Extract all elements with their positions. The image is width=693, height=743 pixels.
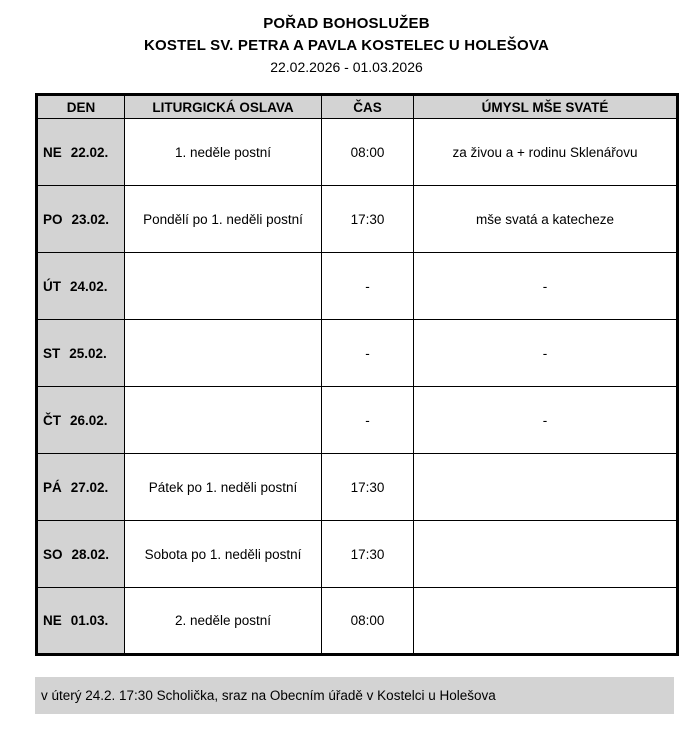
intention-cell: - [414,387,678,454]
day-date: 24.02. [70,278,108,294]
celebration-cell: Pondělí po 1. neděli postní [125,186,322,253]
date-range: 22.02.2026 - 01.03.2026 [270,59,423,75]
time-cell: 17:30 [322,521,414,588]
celebration-cell: 1. neděle postní [125,119,322,186]
time-cell: 17:30 [322,454,414,521]
header-time: ČAS [322,95,414,119]
intention-cell: za živou a + rodinu Sklenářovu [414,119,678,186]
day-abbr: ST [43,345,61,361]
schedule-table [35,93,679,656]
day-abbr: NE [43,613,62,628]
day-cell [37,119,125,186]
header-intention: ÚMYSL MŠE SVATÉ [414,95,678,119]
footer-note: v úterý 24.2. 17:30 Scholička, sraz na Obecním úřadě v Kostelci u Holešova [35,677,674,714]
intention-cell: - [414,320,678,387]
title-block [0,0,693,78]
intention-cell: - [414,253,678,320]
day-date: 28.02. [71,546,110,562]
table-row [37,588,678,655]
header-celebration: LITURGICKÁ OSLAVA [125,95,322,119]
intention-cell: mše svatá a katecheze [414,186,678,253]
time-cell: 08:00 [322,119,414,186]
table-row [37,253,678,320]
day-cell [37,186,125,253]
celebration-cell [125,253,322,320]
day-date: 01.03. [70,613,109,628]
day-cell [37,320,125,387]
table-row [37,186,678,253]
intention-cell [414,521,678,588]
day-abbr: ÚT [43,278,61,294]
time-cell: 08:00 [322,588,414,655]
day-abbr: NE [43,144,62,160]
celebration-cell: Pátek po 1. neděli postní [125,454,322,521]
table-row [37,320,678,387]
table-row [37,521,678,588]
day-abbr: SO [43,546,63,562]
time-cell: 17:30 [322,186,414,253]
day-date: 26.02. [70,412,108,428]
day-date: 25.02. [69,345,107,361]
day-cell [37,521,125,588]
day-cell [37,454,125,521]
intention-cell [414,454,678,521]
day-cell [37,253,125,320]
day-date: 22.02. [70,144,109,160]
day-abbr: ČT [43,412,61,428]
time-cell: - [322,253,414,320]
celebration-cell [125,320,322,387]
page-title: POŘAD BOHOSLUŽEB [263,15,430,32]
day-cell [37,387,125,454]
intention-cell [414,588,678,655]
table-row [37,119,678,186]
time-cell: - [322,387,414,454]
time-cell: - [322,320,414,387]
celebration-cell [125,387,322,454]
day-abbr: PO [43,211,63,227]
celebration-cell: 2. neděle postní [125,588,322,655]
table-row [37,387,678,454]
day-cell [37,588,125,655]
header-day: DEN [37,95,125,119]
celebration-cell: Sobota po 1. neděli postní [125,521,322,588]
day-abbr: PÁ [43,479,62,495]
table-row [37,454,678,521]
page-subtitle: KOSTEL SV. PETRA A PAVLA KOSTELEC U HOLEŠOVA [144,37,549,54]
table-header-row [37,95,678,119]
day-date: 23.02. [71,211,110,227]
day-date: 27.02. [70,479,109,495]
